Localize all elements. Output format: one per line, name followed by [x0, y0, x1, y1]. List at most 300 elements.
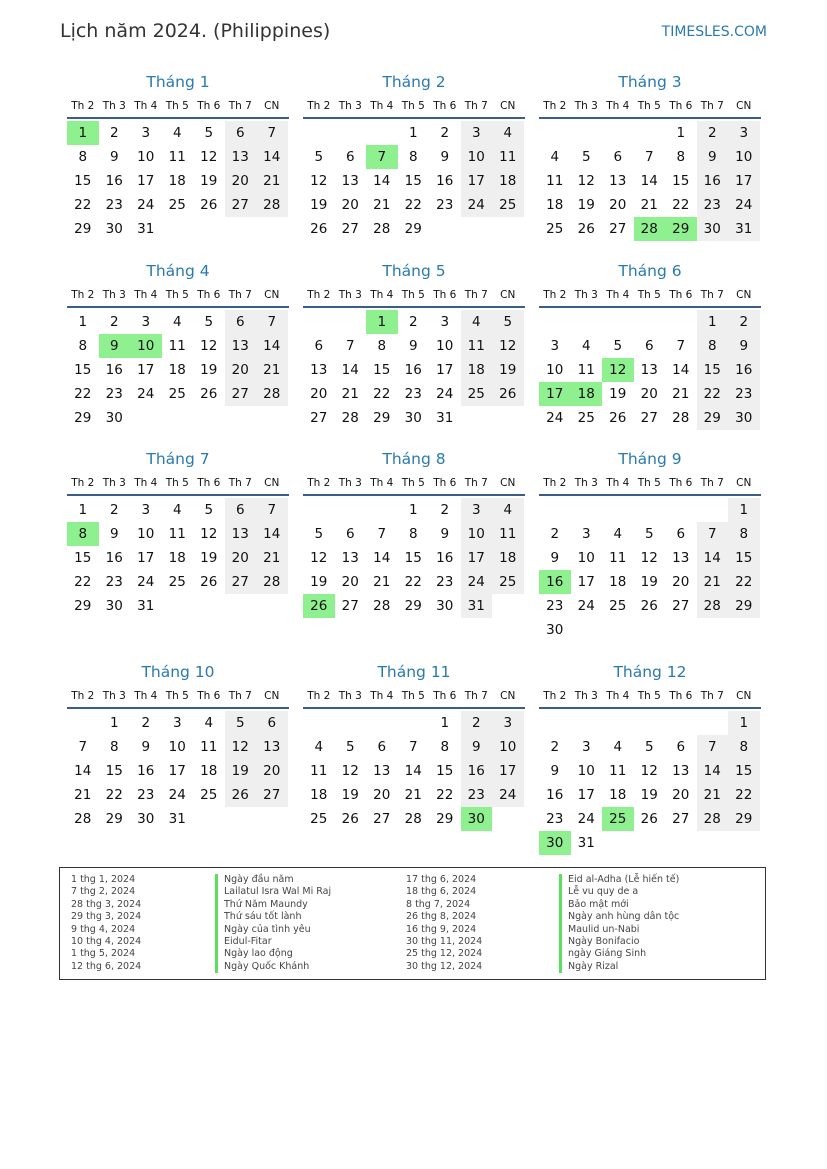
month-block — [303, 260, 525, 430]
weekend-day-cell: 19 — [225, 759, 257, 783]
weekend-day-cell: 6 — [256, 711, 288, 735]
day-cell: 22 — [105, 787, 123, 803]
weekend-day-cell: 29 — [728, 594, 760, 618]
holiday-day-cell: 26 — [303, 594, 335, 618]
month-block — [67, 448, 289, 618]
holiday-name: Eid al-Adha (Lễ hiến tế) — [559, 874, 679, 886]
day-cell: 18 — [546, 197, 564, 213]
day-cell: 16 — [436, 173, 454, 189]
weekend-day-cell: 14 — [697, 546, 729, 570]
day-cell: 30 — [137, 811, 155, 827]
weekend-day-cell: 13 — [256, 735, 288, 759]
day-cell: 6 — [613, 149, 623, 165]
weekday-label: Th 3 — [338, 690, 362, 702]
empty-cell — [697, 618, 729, 642]
day-cell: 30 — [404, 410, 422, 426]
weekday-label: Th 2 — [543, 477, 567, 489]
weekend-day-cell: 15 — [728, 546, 760, 570]
day-cell: 22 — [74, 197, 92, 213]
empty-cell — [697, 711, 729, 735]
holiday-day-cell: 25 — [602, 807, 634, 831]
legend-names-column-1 — [215, 874, 331, 973]
empty-cell — [665, 310, 697, 334]
weekend-day-cell: 11 — [461, 334, 493, 358]
day-cell: 5 — [644, 526, 654, 542]
day-cell: 17 — [137, 362, 155, 378]
holiday-date: 29 thg 3, 2024 — [71, 911, 142, 923]
empty-cell — [225, 594, 257, 618]
day-cell: 17 — [436, 362, 454, 378]
day-cell: 1 — [78, 502, 88, 518]
empty-cell — [303, 498, 335, 522]
weekend-day-cell: 30 — [728, 406, 760, 430]
weekday-label: Th 5 — [637, 289, 661, 301]
day-cell: 10 — [546, 362, 564, 378]
empty-cell — [303, 310, 335, 334]
empty-cell — [539, 498, 571, 522]
empty-cell — [571, 711, 603, 735]
day-cell: 3 — [581, 739, 591, 755]
day-cell: 19 — [609, 386, 627, 402]
weekend-day-cell: 7 — [256, 121, 288, 145]
weekend-day-cell: 18 — [492, 169, 524, 193]
day-cell: 29 — [105, 811, 123, 827]
weekday-label: Th 5 — [401, 289, 425, 301]
day-cell: 12 — [577, 173, 595, 189]
weekend-day-cell: 7 — [697, 735, 729, 759]
weekend-day-cell: 10 — [461, 145, 493, 169]
week-row — [67, 570, 289, 594]
day-cell: 20 — [672, 574, 690, 590]
day-cell: 12 — [310, 550, 328, 566]
weekday-label: Th 6 — [669, 690, 693, 702]
month-block — [67, 661, 289, 831]
header-divider — [67, 494, 289, 496]
empty-cell — [492, 406, 524, 430]
day-cell: 22 — [672, 197, 690, 213]
holiday-date: 26 thg 8, 2024 — [406, 911, 477, 923]
weekend-day-cell: 17 — [492, 759, 524, 783]
day-cell: 16 — [105, 362, 123, 378]
empty-cell — [728, 831, 760, 855]
day-cell: 29 — [404, 221, 422, 237]
day-cell: 3 — [141, 502, 151, 518]
day-cell: 31 — [168, 811, 186, 827]
weekend-day-cell: 8 — [697, 334, 729, 358]
day-cell: 18 — [168, 550, 186, 566]
weekday-header — [67, 472, 289, 494]
holiday-day-cell: 8 — [67, 522, 99, 546]
weekend-day-cell: 24 — [492, 783, 524, 807]
weekend-day-cell: 1 — [728, 498, 760, 522]
weekday-label: Th 4 — [370, 477, 394, 489]
weekday-label: CN — [500, 477, 516, 489]
empty-cell — [539, 310, 571, 334]
day-cell: 26 — [640, 598, 658, 614]
weekend-day-cell: 11 — [492, 145, 524, 169]
weekend-day-cell: 30 — [697, 217, 729, 241]
week-row — [539, 807, 761, 831]
weekday-label: Th 5 — [637, 690, 661, 702]
week-row — [303, 711, 525, 735]
weekday-label: Th 4 — [606, 100, 630, 112]
weekend-day-cell: 5 — [492, 310, 524, 334]
empty-cell — [571, 618, 603, 642]
day-cell: 16 — [546, 787, 564, 803]
weekend-day-cell: 21 — [256, 358, 288, 382]
day-cell: 19 — [200, 173, 218, 189]
week-row — [539, 217, 761, 241]
day-cell: 28 — [341, 410, 359, 426]
weekday-label: Th 7 — [464, 477, 488, 489]
empty-cell — [665, 831, 697, 855]
day-cell: 10 — [137, 526, 155, 542]
holiday-date: 28 thg 3, 2024 — [71, 898, 142, 910]
empty-cell — [193, 807, 225, 831]
day-cell: 31 — [436, 410, 454, 426]
empty-cell — [602, 310, 634, 334]
day-cell: 9 — [550, 550, 560, 566]
week-row — [539, 759, 761, 783]
weekday-label: Th 2 — [71, 690, 95, 702]
weekday-label: Th 5 — [637, 100, 661, 112]
empty-cell — [303, 711, 335, 735]
day-cell: 27 — [341, 221, 359, 237]
holiday-date: 25 thg 12, 2024 — [406, 948, 483, 960]
week-row — [67, 121, 289, 145]
empty-cell — [366, 498, 398, 522]
day-cell: 14 — [672, 362, 690, 378]
day-cell: 30 — [105, 410, 123, 426]
empty-cell — [728, 618, 760, 642]
day-cell: 10 — [137, 149, 155, 165]
empty-cell — [492, 217, 524, 241]
header-divider — [303, 306, 525, 308]
weekday-label: Th 4 — [606, 289, 630, 301]
weekend-day-cell: 3 — [728, 121, 760, 145]
day-cell: 11 — [310, 763, 328, 779]
weekend-day-cell: 2 — [461, 711, 493, 735]
month-block — [67, 71, 289, 241]
holiday-name: Eidul-Fitar — [215, 936, 331, 948]
week-row — [303, 570, 525, 594]
month-block — [67, 260, 289, 430]
holiday-name: Ngày Quốc Khánh — [215, 961, 331, 973]
day-cell: 6 — [676, 739, 686, 755]
weekday-label: Th 3 — [338, 477, 362, 489]
week-row — [539, 570, 761, 594]
day-cell: 13 — [672, 763, 690, 779]
month-block — [303, 661, 525, 831]
day-cell: 4 — [550, 149, 560, 165]
day-cell: 2 — [408, 314, 418, 330]
weekday-label: Th 2 — [307, 477, 331, 489]
weekday-label: Th 5 — [165, 100, 189, 112]
day-cell: 29 — [373, 410, 391, 426]
week-row — [539, 831, 761, 855]
empty-cell — [634, 618, 666, 642]
empty-cell — [602, 121, 634, 145]
weekend-day-cell: 29 — [697, 406, 729, 430]
header-divider — [539, 707, 761, 709]
weekday-label: CN — [500, 690, 516, 702]
weekend-day-cell: 4 — [461, 310, 493, 334]
weekend-day-cell: 14 — [256, 522, 288, 546]
day-cell: 4 — [613, 739, 623, 755]
day-cell: 25 — [546, 221, 564, 237]
day-cell: 30 — [436, 598, 454, 614]
week-row — [539, 121, 761, 145]
weekend-day-cell: 25 — [461, 382, 493, 406]
week-row — [539, 546, 761, 570]
weekday-label: Th 3 — [102, 289, 126, 301]
weekday-label: CN — [264, 690, 280, 702]
day-cell: 5 — [581, 149, 591, 165]
holiday-day-cell: 16 — [539, 570, 571, 594]
holiday-name: Bảo mật mới — [559, 899, 679, 911]
day-cell: 23 — [404, 386, 422, 402]
weekend-day-cell: 18 — [461, 358, 493, 382]
weekend-day-cell: 7 — [697, 522, 729, 546]
weekday-header — [539, 472, 761, 494]
weekend-day-cell: 24 — [461, 570, 493, 594]
holiday-date: 7 thg 2, 2024 — [71, 886, 136, 898]
day-cell: 2 — [109, 314, 119, 330]
weekend-day-cell: 4 — [492, 498, 524, 522]
day-cell: 29 — [436, 811, 454, 827]
weekend-day-cell: 3 — [461, 498, 493, 522]
day-cell: 22 — [436, 787, 454, 803]
day-cell: 16 — [105, 173, 123, 189]
holiday-date: 17 thg 6, 2024 — [406, 874, 477, 885]
week-row — [303, 807, 525, 831]
weekday-header — [303, 95, 525, 117]
day-cell: 24 — [577, 811, 595, 827]
weekend-day-cell: 14 — [256, 145, 288, 169]
weekday-label: CN — [736, 477, 752, 489]
day-cell: 11 — [168, 338, 186, 354]
weekend-day-cell: 31 — [728, 217, 760, 241]
holiday-name: Ngày của tình yêu — [215, 924, 331, 936]
empty-cell — [697, 498, 729, 522]
week-row — [303, 145, 525, 169]
day-cell: 4 — [172, 314, 182, 330]
weekend-day-cell: 14 — [256, 334, 288, 358]
week-row — [67, 310, 289, 334]
day-cell: 18 — [200, 763, 218, 779]
weekday-header — [539, 685, 761, 707]
day-cell: 9 — [440, 149, 450, 165]
header-divider — [539, 494, 761, 496]
day-cell: 29 — [74, 221, 92, 237]
weekend-day-cell: 6 — [225, 121, 257, 145]
week-row — [67, 807, 289, 831]
day-cell: 8 — [109, 739, 119, 755]
day-cell: 1 — [440, 715, 450, 731]
holiday-day-cell: 28 — [634, 217, 666, 241]
day-cell: 6 — [345, 149, 355, 165]
day-cell: 19 — [640, 787, 658, 803]
day-cell: 13 — [640, 362, 658, 378]
day-cell: 5 — [613, 338, 623, 354]
day-cell: 20 — [609, 197, 627, 213]
empty-cell — [571, 498, 603, 522]
day-cell: 18 — [609, 574, 627, 590]
month-block — [539, 260, 761, 430]
month-title: Tháng 8 — [382, 450, 446, 468]
day-cell: 21 — [672, 386, 690, 402]
weekend-day-cell: 6 — [225, 310, 257, 334]
empty-cell — [539, 121, 571, 145]
weekday-label: Th 6 — [197, 477, 221, 489]
weekend-day-cell: 24 — [461, 193, 493, 217]
day-cell: 25 — [168, 386, 186, 402]
day-cell: 28 — [672, 410, 690, 426]
day-cell: 2 — [440, 502, 450, 518]
week-row — [67, 522, 289, 546]
day-cell: 9 — [109, 149, 119, 165]
day-cell: 28 — [373, 221, 391, 237]
day-cell: 22 — [404, 197, 422, 213]
weekday-label: CN — [264, 477, 280, 489]
day-cell: 21 — [373, 574, 391, 590]
weekend-day-cell: 9 — [697, 145, 729, 169]
month-title: Tháng 1 — [146, 73, 210, 91]
day-cell: 14 — [74, 763, 92, 779]
day-cell: 2 — [550, 739, 560, 755]
day-cell: 19 — [640, 574, 658, 590]
weekday-label: Th 3 — [102, 100, 126, 112]
day-cell: 5 — [314, 149, 324, 165]
day-cell: 18 — [168, 362, 186, 378]
weekend-day-cell: 24 — [728, 193, 760, 217]
weekday-label: Th 2 — [543, 690, 567, 702]
weekend-day-cell: 13 — [225, 334, 257, 358]
day-cell: 3 — [550, 338, 560, 354]
week-row — [67, 546, 289, 570]
day-cell: 2 — [141, 715, 151, 731]
week-row — [67, 193, 289, 217]
weekend-day-cell: 22 — [728, 783, 760, 807]
holiday-date: 12 thg 6, 2024 — [71, 960, 142, 972]
day-cell: 1 — [109, 715, 119, 731]
weekend-day-cell: 17 — [461, 169, 493, 193]
week-row — [539, 169, 761, 193]
day-cell: 15 — [436, 763, 454, 779]
week-row — [67, 169, 289, 193]
empty-cell — [602, 711, 634, 735]
weekday-header — [67, 685, 289, 707]
day-cell: 4 — [172, 125, 182, 141]
day-cell: 16 — [404, 362, 422, 378]
weekday-label: Th 6 — [433, 477, 457, 489]
day-cell: 8 — [408, 149, 418, 165]
empty-cell — [634, 121, 666, 145]
weekend-day-cell: 13 — [225, 145, 257, 169]
weekday-label: Th 7 — [228, 690, 252, 702]
weekend-day-cell: 25 — [492, 193, 524, 217]
weekday-label: Th 2 — [71, 477, 95, 489]
weekday-label: Th 4 — [134, 690, 158, 702]
day-cell: 3 — [440, 314, 450, 330]
day-cell: 8 — [78, 149, 88, 165]
weekend-day-cell: 23 — [728, 382, 760, 406]
day-cell: 3 — [141, 125, 151, 141]
month-title: Tháng 11 — [377, 663, 451, 681]
weekday-label: Th 5 — [401, 477, 425, 489]
day-cell: 30 — [546, 622, 564, 638]
day-cell: 15 — [672, 173, 690, 189]
day-cell: 28 — [404, 811, 422, 827]
day-cell: 13 — [341, 550, 359, 566]
day-cell: 27 — [373, 811, 391, 827]
week-row — [303, 759, 525, 783]
day-cell: 4 — [172, 502, 182, 518]
holiday-day-cell: 18 — [571, 382, 603, 406]
day-cell: 6 — [644, 338, 654, 354]
weekend-day-cell: 21 — [697, 570, 729, 594]
day-cell: 17 — [137, 173, 155, 189]
day-cell: 10 — [168, 739, 186, 755]
week-row — [67, 334, 289, 358]
day-cell: 24 — [436, 386, 454, 402]
weekday-label: Th 4 — [606, 690, 630, 702]
weekend-day-cell: 7 — [256, 310, 288, 334]
weekday-label: Th 2 — [307, 289, 331, 301]
day-cell: 4 — [613, 526, 623, 542]
week-row — [303, 217, 525, 241]
weekday-label: Th 4 — [370, 690, 394, 702]
day-cell: 9 — [109, 526, 119, 542]
weekday-label: Th 3 — [574, 289, 598, 301]
empty-cell — [256, 406, 288, 430]
week-row — [303, 594, 525, 618]
week-row — [67, 498, 289, 522]
month-block — [303, 71, 525, 241]
day-cell: 15 — [74, 550, 92, 566]
day-cell: 5 — [314, 526, 324, 542]
holiday-name: ngày Giáng Sinh — [559, 948, 679, 960]
week-row — [303, 358, 525, 382]
holiday-date: 1 thg 1, 2024 — [71, 874, 136, 885]
day-cell: 19 — [577, 197, 595, 213]
empty-cell — [335, 498, 367, 522]
holiday-day-cell: 10 — [130, 334, 162, 358]
day-cell: 22 — [74, 386, 92, 402]
weekend-day-cell: 28 — [697, 807, 729, 831]
weekend-day-cell: 3 — [492, 711, 524, 735]
day-cell: 25 — [577, 410, 595, 426]
holiday-day-cell: 12 — [602, 358, 634, 382]
empty-cell — [634, 498, 666, 522]
week-row — [539, 382, 761, 406]
weekend-day-cell: 27 — [225, 570, 257, 594]
weekend-day-cell: 9 — [461, 735, 493, 759]
weekend-day-cell: 11 — [492, 522, 524, 546]
weekday-label: Th 3 — [574, 100, 598, 112]
day-cell: 27 — [672, 811, 690, 827]
day-cell: 20 — [341, 197, 359, 213]
week-row — [67, 358, 289, 382]
site-link[interactable]: TIMESLES.COM — [661, 24, 767, 40]
day-cell: 8 — [676, 149, 686, 165]
weekday-label: Th 7 — [464, 100, 488, 112]
holiday-date: 9 thg 4, 2024 — [71, 923, 136, 935]
weekday-header — [303, 685, 525, 707]
day-cell: 10 — [436, 338, 454, 354]
holiday-name: Ngày đầu năm — [215, 874, 331, 886]
empty-cell — [256, 594, 288, 618]
